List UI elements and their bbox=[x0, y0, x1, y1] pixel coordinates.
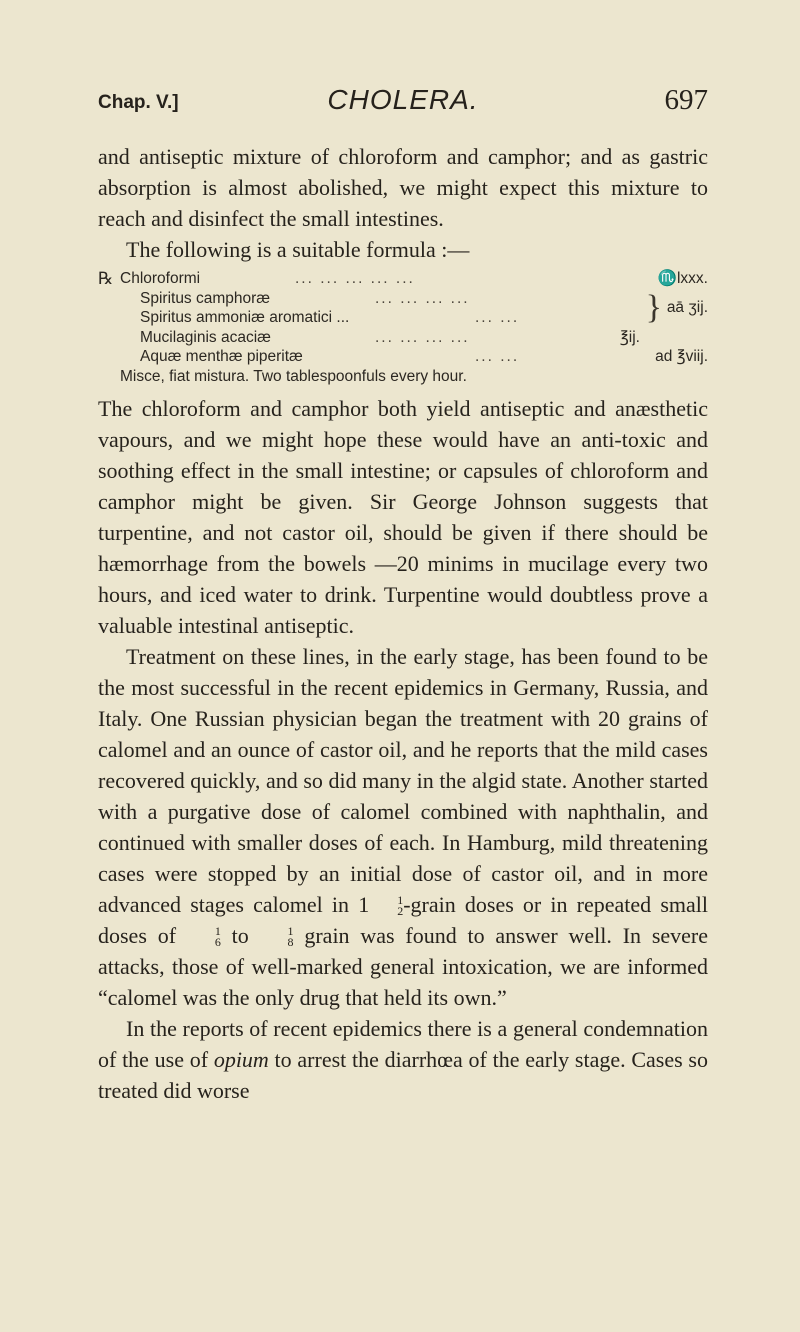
ingredient-name: Spiritus ammoniæ aromatici ... bbox=[140, 309, 350, 326]
recipe-symbol: ℞ bbox=[98, 269, 114, 288]
ingredient-quantity: ♏lxxx. bbox=[657, 270, 708, 287]
prescription-directions: Misce, fiat mistura. Two tablespoonfuls every hour. bbox=[120, 367, 467, 385]
leader-dots: ... ... ... ... bbox=[375, 328, 470, 346]
chapter-label: Chap. V.] bbox=[98, 92, 179, 113]
ingredient-quantity: ℥ij. bbox=[619, 328, 640, 346]
paragraph-4 bbox=[98, 1013, 708, 1106]
rx-row bbox=[120, 308, 708, 328]
page-number: 697 bbox=[664, 84, 708, 116]
ingredient-name: Aquæ menthæ piperitæ bbox=[140, 348, 303, 365]
running-title: CHOLERA. bbox=[327, 84, 479, 115]
grouping-brace: } bbox=[645, 289, 662, 326]
leader-dots: ... ... bbox=[475, 309, 520, 326]
ingredient-name: Mucilaginis acaciæ bbox=[140, 328, 271, 346]
text-run: -grain doses or in repeated small doses of bbox=[98, 891, 708, 948]
rx-row bbox=[120, 289, 708, 309]
ingredient-name: Spiritus camphoræ bbox=[140, 289, 271, 307]
text-run: to bbox=[220, 922, 260, 948]
text-run: grain was found to answer well. In severe attacks, those of well-marked general intoxication, we are informed “calomel was the only drug that held its own.” bbox=[98, 922, 708, 1010]
rx-row bbox=[98, 269, 708, 289]
fraction-sixth: 1 6 bbox=[214, 924, 221, 950]
paragraph-2: The chloroform and camphor both yield antiseptic and anæsthetic vapours, and we might hope these would have an anti-toxic and soothing effect in the small intestine; or capsules of chloroform and camphor might be given. Sir George Johnson suggests that turpentine, and not castor oil, should be given if there should be hæmorrhage from the bowels —20 minims in mucilage every two hours, and iced water to drink. Turpentine would doubtless prove a valuable intestinal antiseptic. bbox=[98, 395, 708, 638]
paragraph-1: and antiseptic mixture of chloroform and camphor; and as gastric absorption is almost abolished, we might expect this mixture to reach and disinfect the small intestines. bbox=[98, 144, 708, 231]
paragraph-3 bbox=[98, 641, 708, 1013]
text-run: In the reports of recent epidemics there is a general condemnation of the use of bbox=[98, 1015, 708, 1072]
grouped-quantity: aā ʒij. bbox=[666, 299, 708, 316]
prescription bbox=[98, 269, 708, 387]
rx-row bbox=[120, 328, 708, 348]
page-body bbox=[98, 141, 708, 1106]
ingredient-quantity: ad ℥viij. bbox=[655, 348, 708, 365]
ingredient-name: Chloroformi bbox=[120, 270, 201, 287]
running-header bbox=[98, 82, 708, 122]
leader-dots: ... ... bbox=[475, 348, 520, 365]
text-run: Treatment on these lines, in the early stage, has been found to be the most successful in the recent epidemics in Germany, Russia, and Italy. One Russian physician began the treatment with 20 grains of calomel and an ounce of castor oil, and he reports that the mild cases recovered quickly, and so did many in the algid state. Another started with a purgative dose of calomel combined with naphthalin, and continued with smaller doses of each. In Hamburg, mild threatening cases were stopped by an initial dose of castor oil, and in more advanced stages calomel in 1 bbox=[98, 643, 708, 917]
fraction-half: 1 2 bbox=[397, 893, 404, 919]
leader-dots: ... ... ... ... ... bbox=[295, 270, 415, 287]
rx-row bbox=[120, 347, 708, 367]
leader-dots: ... ... ... ... bbox=[375, 289, 470, 307]
text-run: to arrest the diarrhœa of the early stage. Cases so treated did worse bbox=[98, 1046, 708, 1103]
emphasis-opium: opium bbox=[213, 1046, 269, 1072]
fraction-eighth: 1 8 bbox=[287, 924, 294, 950]
formula-intro: The following is a suitable formula :— bbox=[126, 237, 470, 262]
